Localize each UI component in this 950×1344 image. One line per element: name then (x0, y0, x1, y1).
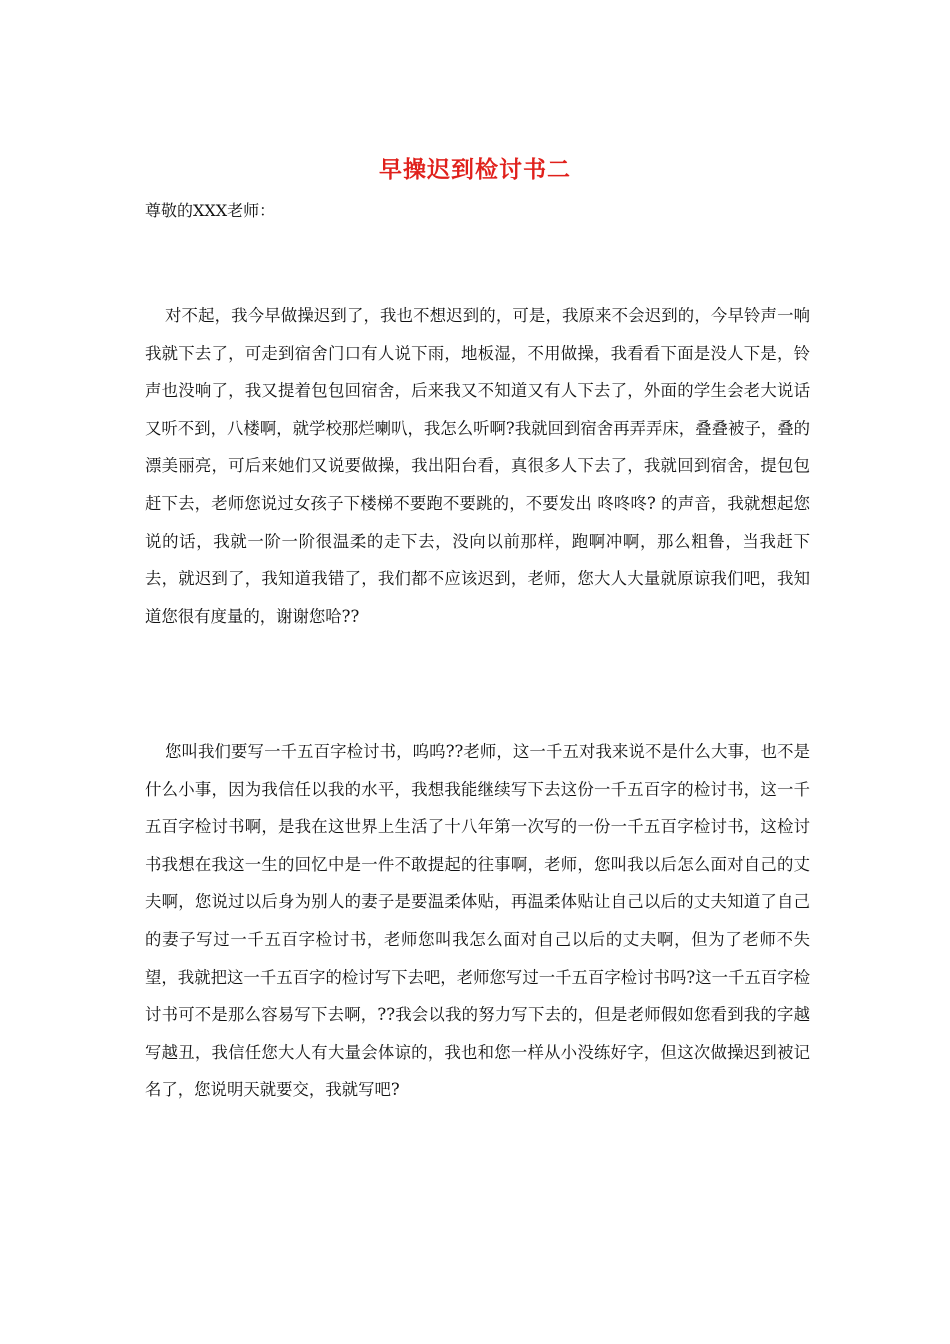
document-title: 早操迟到检讨书二 (379, 156, 571, 183)
salutation: 尊敬的XXX老师： (145, 201, 276, 220)
body-paragraph-2: 您叫我们要写一千五百字检讨书，呜呜??老师，这一千五对我来说不是什么大事，也不是什么小事，因为我信任以我的水平，我想我能继续写下去这份一千五百字的检讨书，这一千五百字检讨书啊，是我在这世界上生活了十八年第一次写的一份一千五百字检讨书，这检讨书我想在我这一生的回忆中是一件不敢提起的往事啊，老师，您叫我以后怎么面对自己的丈夫啊，您说过以后身为别人的妻子是要温柔体贴，再温柔体贴让自己以后的丈夫知道了自己的妻子写过一千五百字检讨书，老师您叫我怎么面对自己以后的丈夫啊，但为了老师不失望，我就把这一千五百字的检讨写下去吧，老师您写过一千五百字检讨书吗?这一千五百字检讨书可不是那么容易写下去啊，??我会以我的努力写下去的，但是老师假如您看到我的字越写越丑，我信任您大人有大量会体谅的，我也和您一样从小没练好字，但这次做操迟到被记名了，您说明天就要交，我就写吧? (145, 742, 810, 1100)
body-paragraph-1: 对不起，我今早做操迟到了，我也不想迟到的，可是，我原来不会迟到的，今早铃声一响我就下去了，可走到宿舍门口有人说下雨，地板湿，不用做操，我看看下面是没人下是，铃声也没响了，我又提着包包回宿舍，后来我又不知道又有人下去了，外面的学生会老大说话又听不到，八楼啊，就学校那烂喇叭，我怎么听啊?我就回到宿舍再弄弄床，叠叠被子，叠的漂美丽亮，可后来她们又说要做操，我出阳台看，真很多人下去了，我就回到宿舍，提包包赶下去，老师您说过女孩子下楼梯不要跑不要跳的，不要发出 咚咚咚? 的声音，我就想起您说的话，我就一阶一阶很温柔的走下去，没向以前那样，跑啊冲啊，那么粗鲁，当我赶下去，就迟到了，我知道我错了，我们都不应该迟到，老师，您大人大量就原谅我们吧，我知道您很有度量的，谢谢您哈?? (145, 306, 810, 626)
